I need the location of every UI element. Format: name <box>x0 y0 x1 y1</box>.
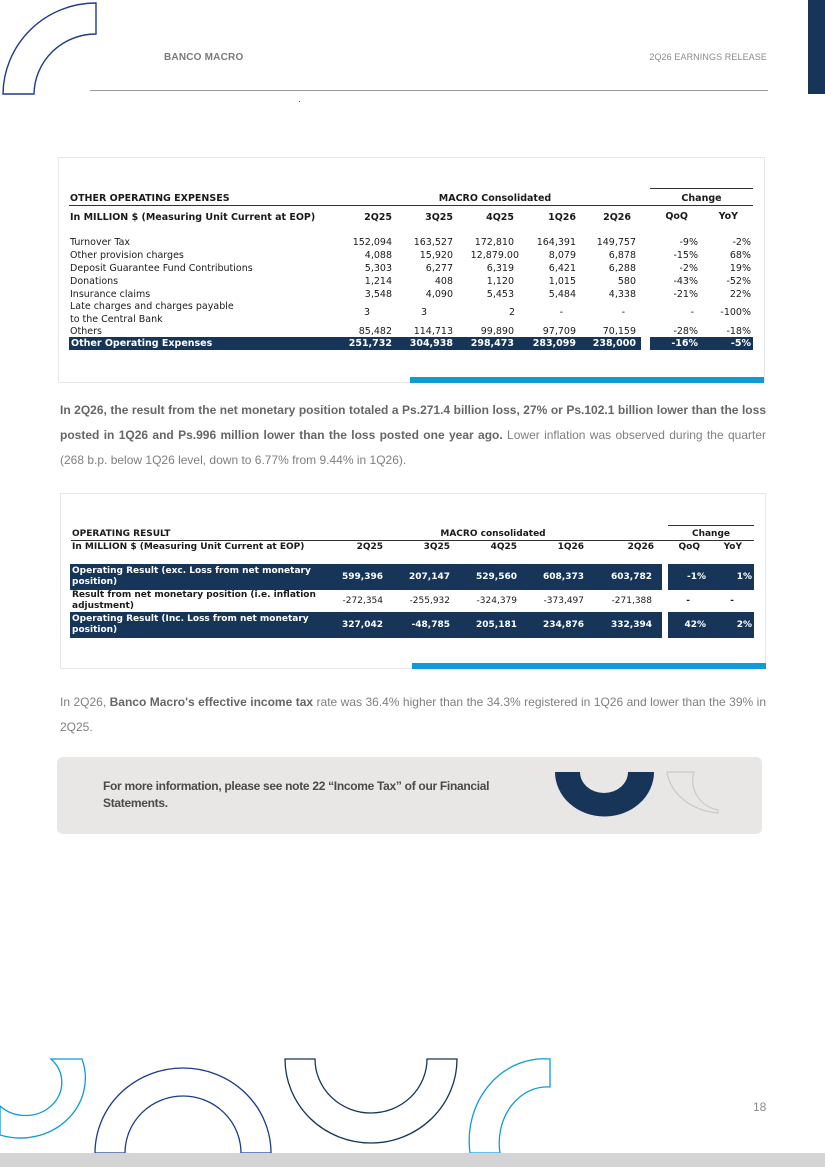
table-cell: -48,785 <box>411 620 450 630</box>
table-cell-qoq: - <box>686 596 690 606</box>
header-brand: BANCO MACRO <box>164 52 244 63</box>
table-cell: -324,379 <box>476 596 517 606</box>
table-cell: 580 <box>617 276 636 287</box>
income-tax-paragraph <box>60 690 766 740</box>
table-cell: 283,099 <box>532 338 576 349</box>
table-cell: 238,000 <box>592 338 636 349</box>
table-cell-yoy: 19% <box>729 263 751 274</box>
table1-total-label: Other Operating Expenses <box>71 338 213 349</box>
table-cell: 97,709 <box>542 326 576 337</box>
table-cell: - <box>621 307 625 318</box>
table-row-label-line2: to the Central Bank <box>70 314 163 325</box>
table-row-label-line2: position) <box>72 577 118 587</box>
footer-arcs-decoration <box>0 1055 620 1155</box>
table-cell: 4,088 <box>364 250 392 261</box>
table-cell: -272,354 <box>342 596 383 606</box>
table1-group-header: MACRO Consolidated <box>438 193 552 204</box>
table-cell: 85,482 <box>358 326 392 337</box>
table-cell: 1,214 <box>364 276 392 287</box>
table-cell-qoq: -9% <box>679 237 698 248</box>
table-cell: 99,890 <box>480 326 514 337</box>
table-cell: 172,810 <box>474 237 514 248</box>
table-row-label-line2: adjustment) <box>72 601 134 611</box>
info-callout-text: For more information, please see note 22 “Income Tax” of our Financial Statements. <box>103 779 490 810</box>
table-cell: 327,042 <box>342 620 383 630</box>
table2-col-2q26: 2Q26 <box>627 542 654 552</box>
table-cell-qoq: -1% <box>686 572 706 582</box>
table-cell: 6,878 <box>608 250 636 261</box>
table-cell: 163,527 <box>413 237 453 248</box>
table-cell: 5,303 <box>364 263 392 274</box>
table2-col-2q25: 2Q25 <box>356 542 383 552</box>
table-row-label-line2: position) <box>72 625 118 635</box>
table-cell: 6,288 <box>608 263 636 274</box>
table-cell: -373,497 <box>543 596 584 606</box>
table-row-label: Operating Result (Inc. Loss from net monetary <box>72 614 309 624</box>
table-cell: 114,713 <box>413 326 453 337</box>
table-cell: 298,473 <box>470 338 514 349</box>
table-row-label: Deposit Guarantee Fund Contributions <box>70 263 253 274</box>
table-cell-qoq: -2% <box>679 263 698 274</box>
table-cell: 6,319 <box>486 263 514 274</box>
table2-col-qoq: QoQ <box>678 542 700 552</box>
table-cell: 149,757 <box>596 237 636 248</box>
table-cell: 70,159 <box>602 326 636 337</box>
table-cell: 599,396 <box>342 572 383 582</box>
table2-col-yoy: YoY <box>723 542 742 552</box>
table-cell: 608,373 <box>543 572 584 582</box>
info-callout-decoration <box>550 770 730 820</box>
table-cell: 251,732 <box>348 338 392 349</box>
table-cell: 304,938 <box>409 338 453 349</box>
table1-title: OTHER OPERATING EXPENSES <box>70 193 230 204</box>
table-cell-yoy: -18% <box>726 326 751 337</box>
footer-bar <box>0 1153 825 1167</box>
table-cell-qoq: -15% <box>673 250 698 261</box>
table-cell: 12,879.00 <box>470 250 519 261</box>
table2-unit-label: In MILLION $ (Measuring Unit Current at EOP) <box>72 542 305 552</box>
table2-col-3q25: 3Q25 <box>423 542 450 552</box>
table1-unit-label: In MILLION $ (Measuring Unit Current at EOP) <box>70 212 316 223</box>
table-cell-qoq: -28% <box>673 326 698 337</box>
table-cell: 5,453 <box>486 289 514 300</box>
table-cell-yoy: -52% <box>726 276 751 287</box>
table-cell: 1,015 <box>548 276 576 287</box>
table-cell: 6,421 <box>548 263 576 274</box>
table1-col-1q26: 1Q26 <box>548 212 576 223</box>
table2-change-header: Change <box>691 529 731 539</box>
paragraph2-pre: In 2Q26, <box>60 695 110 709</box>
table1-col-2q26: 2Q26 <box>603 212 631 223</box>
table-cell: 234,876 <box>543 620 584 630</box>
paragraph2-bold: Banco Macro's effective income tax <box>109 695 314 709</box>
table-cell: - <box>559 307 563 318</box>
table-cell-yoy: -5% <box>730 338 751 349</box>
table-cell: -271,388 <box>611 596 652 606</box>
table-cell: 3 <box>363 307 370 318</box>
table-cell: 408 <box>434 276 453 287</box>
table-cell: 205,181 <box>476 620 517 630</box>
table-cell-yoy: -100% <box>720 307 751 318</box>
table-row-label: Late charges and charges payable <box>70 301 234 312</box>
table-cell: 164,391 <box>536 237 576 248</box>
page-number: 18 <box>753 1100 767 1114</box>
paragraph2-post: rate was 36.4% higher than the 34.3% registered in 1Q26 and lower than the 39% in 2Q25. <box>60 695 766 734</box>
table-cell: 1,120 <box>486 276 514 287</box>
table-cell-yoy: 1% <box>736 572 752 582</box>
table-cell: 332,394 <box>611 620 652 630</box>
table-cell: 3,548 <box>364 289 392 300</box>
table-cell: 2 <box>508 307 515 318</box>
table-row-label: Result from net monetary position (i.e. inflation <box>72 590 316 600</box>
table-cell-yoy: 22% <box>729 289 751 300</box>
paragraph1-text: Lower inflation was observed during the quarter (268 b.p. below 1Q26 level, down to 6.77% from 9.44% in 1Q26). <box>60 428 766 467</box>
table-cell: 6,277 <box>425 263 453 274</box>
table-cell-yoy: 2% <box>736 620 752 630</box>
header-report-title: 2Q26 EARNINGS RELEASE <box>649 52 767 62</box>
table-cell: 4,090 <box>425 289 453 300</box>
table-cell: 4,338 <box>608 289 636 300</box>
table2-col-4q25: 4Q25 <box>490 542 517 552</box>
table-cell-yoy: 68% <box>729 250 751 261</box>
table2-group-header: MACRO consolidated <box>440 529 546 539</box>
table1-col-qoq: QoQ <box>665 211 688 222</box>
paragraph1-bold: In 2Q26, the result from the net monetary position totaled a Ps.271.4 billion loss, 27% or Ps.102.1 billion lower than the loss posted in 1Q26 and Ps.996 million lower than the loss posted one year ago. <box>60 403 766 442</box>
table-cell: 8,079 <box>548 250 576 261</box>
table-row-label: Operating Result (exc. Loss from net monetary <box>72 566 311 576</box>
table-row-label: Donations <box>70 276 119 287</box>
table2-col-1q26: 1Q26 <box>557 542 584 552</box>
table-cell: -255,932 <box>409 596 450 606</box>
table-cell-qoq: 42% <box>684 620 706 630</box>
table1-change-header: Change <box>681 193 722 204</box>
table-cell-yoy: -2% <box>732 237 751 248</box>
table-cell: 603,782 <box>611 572 652 582</box>
table-cell: 207,147 <box>409 572 450 582</box>
table2-title: OPERATING RESULT <box>72 529 171 539</box>
table-row-label: Turnover Tax <box>70 237 131 248</box>
table-cell-qoq: - <box>690 307 694 318</box>
table-row-label: Others <box>70 326 102 337</box>
table-cell-qoq: -16% <box>671 338 698 349</box>
table-row-label: Other provision charges <box>70 250 184 261</box>
table-row-label: Insurance claims <box>70 289 151 300</box>
table-cell-yoy: - <box>730 596 734 606</box>
table-cell: 3 <box>420 307 427 318</box>
table-cell: 5,484 <box>548 289 576 300</box>
table1-col-yoy: YoY <box>718 211 738 222</box>
table1-col-4q25: 4Q25 <box>486 212 514 223</box>
table-cell: 529,560 <box>476 572 517 582</box>
table1-col-2q25: 2Q25 <box>364 212 392 223</box>
table1-col-3q25: 3Q25 <box>425 212 453 223</box>
table-cell: 15,920 <box>419 250 453 261</box>
table-cell-qoq: -21% <box>673 289 698 300</box>
table-cell-qoq: -43% <box>673 276 698 287</box>
table-cell: 152,094 <box>352 237 392 248</box>
